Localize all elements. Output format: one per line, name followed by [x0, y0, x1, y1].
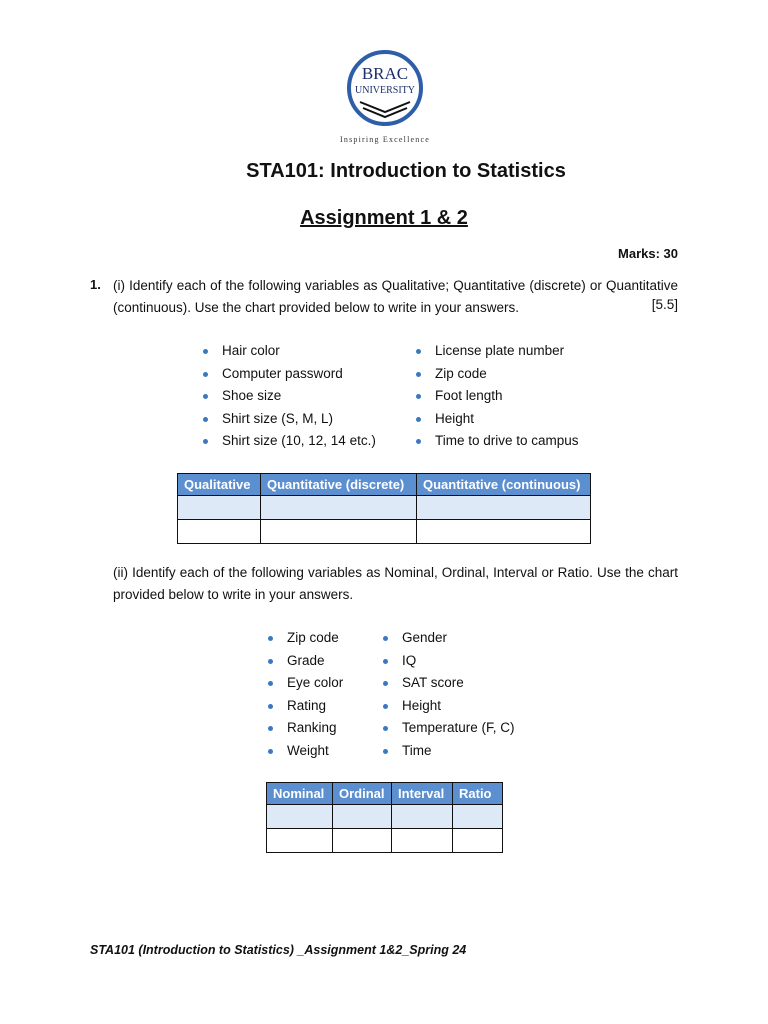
answer-cell[interactable] [333, 829, 392, 853]
list-item: Ranking [265, 717, 343, 740]
list-item: Time [380, 740, 515, 763]
list-item: Computer password [200, 363, 376, 386]
answer-table-1 [177, 473, 591, 544]
list-item: Rating [265, 695, 343, 718]
list-item: Shoe size [200, 385, 376, 408]
table-header: Nominal [267, 783, 333, 805]
table-row [178, 520, 591, 544]
list-item: IQ [380, 650, 515, 673]
part2-variables-left [265, 627, 343, 763]
list-item: Temperature (F, C) [380, 717, 515, 740]
marks-label: Marks: 30 [618, 246, 678, 261]
table-row [267, 829, 503, 853]
svg-text:UNIVERSITY: UNIVERSITY [355, 85, 415, 96]
table-row [267, 805, 503, 829]
list-item: Zip code [413, 363, 579, 386]
svg-text:Inspiring Excellence: Inspiring Excellence [340, 135, 430, 144]
list-item: Hair color [200, 340, 376, 363]
answer-cell[interactable] [267, 829, 333, 853]
answer-cell[interactable] [267, 805, 333, 829]
assignment-title: Assignment 1 & 2 [300, 207, 468, 229]
page-footer: STA101 (Introduction to Statistics) _Assignment 1&2_Spring 24 [90, 943, 467, 957]
answer-cell[interactable] [417, 520, 591, 544]
table-header: Interval [392, 783, 453, 805]
list-item: SAT score [380, 672, 515, 695]
list-item: Weight [265, 740, 343, 763]
answer-cell[interactable] [392, 805, 453, 829]
answer-cell[interactable] [178, 496, 261, 520]
list-item: Zip code [265, 627, 343, 650]
part1-variables-right [413, 340, 579, 453]
list-item: Shirt size (10, 12, 14 etc.) [200, 430, 376, 453]
answer-cell[interactable] [178, 520, 261, 544]
course-title: STA101: Introduction to Statistics [246, 160, 566, 182]
list-item: Eye color [265, 672, 343, 695]
table-header: Quantitative (continuous) [417, 474, 591, 496]
answer-cell[interactable] [392, 829, 453, 853]
table-header: Ordinal [333, 783, 392, 805]
list-item: Height [380, 695, 515, 718]
list-item: Gender [380, 627, 515, 650]
table-row [178, 496, 591, 520]
question-part2-text: (ii) Identify each of the following variables as Nominal, Ordinal, Interval or Ratio. Use the chart provided below to write in your answers. [113, 565, 678, 602]
answer-cell[interactable] [333, 805, 392, 829]
answer-table-2 [266, 782, 503, 853]
table-header: Quantitative (discrete) [261, 474, 417, 496]
brac-university-logo [330, 48, 440, 148]
answer-cell[interactable] [417, 496, 591, 520]
question-number: 1. [90, 277, 101, 292]
answer-cell[interactable] [261, 520, 417, 544]
question-part1-text: (i) Identify each of the following variables as Qualitative; Quantitative (discrete) or Quantitative (continuous). Use the chart provided below to write in your answers. [113, 278, 678, 315]
list-item: Shirt size (S, M, L) [200, 408, 376, 431]
list-item: Time to drive to campus [413, 430, 579, 453]
svg-text:BRAC: BRAC [361, 64, 409, 83]
answer-cell[interactable] [453, 829, 503, 853]
answer-cell[interactable] [261, 496, 417, 520]
part1-variables-left [200, 340, 376, 453]
question-part1-points: [5.5] [651, 297, 678, 312]
part2-variables-right [380, 627, 515, 763]
table-header: Qualitative [178, 474, 261, 496]
list-item: Grade [265, 650, 343, 673]
list-item: Foot length [413, 385, 579, 408]
table-header: Ratio [453, 783, 503, 805]
answer-cell[interactable] [453, 805, 503, 829]
list-item: Height [413, 408, 579, 431]
list-item: License plate number [413, 340, 579, 363]
